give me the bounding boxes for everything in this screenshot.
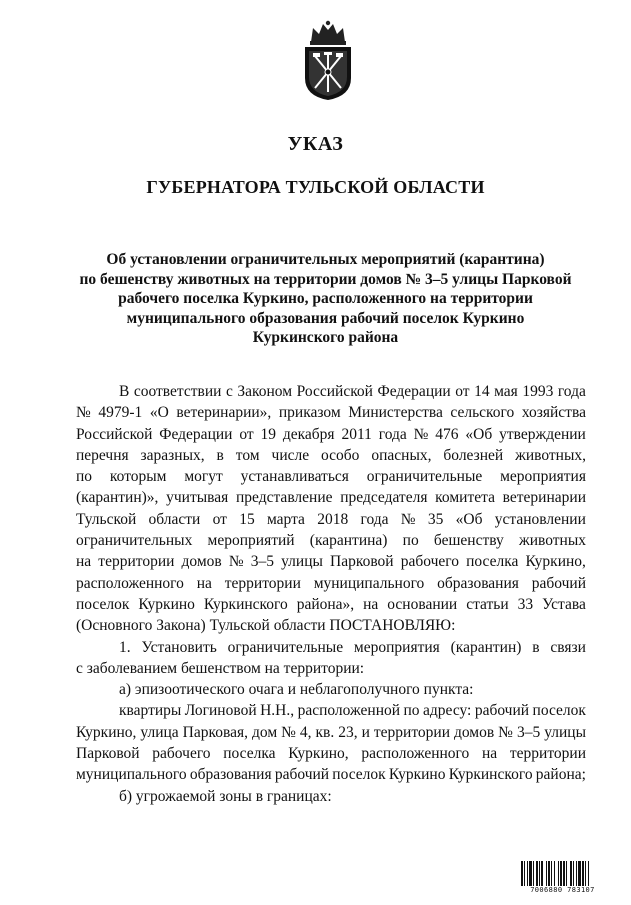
subject-line: муниципального образования рабочий поселок Куркино xyxy=(126,309,525,327)
barcode-number: 7006880 783107 xyxy=(520,886,605,894)
word: от xyxy=(212,510,227,528)
word: 33 xyxy=(517,595,534,613)
word: улица xyxy=(140,723,179,741)
word: Куркино, xyxy=(76,723,137,741)
barcode-bar xyxy=(551,861,552,886)
word: 2018 xyxy=(317,510,349,528)
body-line xyxy=(76,551,586,572)
barcode-bar xyxy=(546,861,547,886)
barcode-bar xyxy=(539,861,540,886)
word: опасных, xyxy=(371,446,432,464)
word: 14 xyxy=(474,383,490,400)
word: «О xyxy=(149,404,169,422)
document-subject xyxy=(70,250,581,348)
word: которым xyxy=(109,468,167,486)
word: статьи xyxy=(466,595,509,613)
word: ветеринарии», xyxy=(176,404,272,422)
document-title: УКАЗ xyxy=(287,133,344,155)
word: поселка xyxy=(466,553,519,571)
body-line xyxy=(76,594,586,615)
word: (карантин) xyxy=(450,638,522,656)
word: квартиры xyxy=(119,702,182,720)
word: поселка xyxy=(223,745,276,763)
barcode-bar xyxy=(570,861,572,886)
word: муниципального xyxy=(76,766,187,784)
body-line xyxy=(76,509,586,530)
word: болезней xyxy=(443,446,504,464)
body-line: б) угрожаемой зоны в границах: xyxy=(119,787,332,805)
word: Куркинского xyxy=(448,766,533,784)
word: Н.Н., xyxy=(260,702,295,720)
word: Российской xyxy=(76,425,153,443)
word: Куркино, xyxy=(525,553,586,571)
body-line xyxy=(76,700,586,721)
word: образования xyxy=(437,574,519,592)
body-line: с заболеванием бешенством на территории: xyxy=(76,659,365,677)
word: «Об xyxy=(455,510,483,528)
word: 4979-1 xyxy=(98,404,143,422)
word: заразных, xyxy=(140,446,205,464)
document-issuer: ГУБЕРНАТОРА ТУЛЬСКОЙ ОБЛАСТИ xyxy=(146,177,485,197)
word: домов xyxy=(453,723,495,741)
barcode-bar xyxy=(563,861,565,886)
body-line xyxy=(76,445,586,466)
word: 3–5 xyxy=(250,553,274,571)
word: ограничительные xyxy=(227,638,344,656)
body-line xyxy=(76,466,586,487)
word: расположенной xyxy=(297,702,401,720)
word: от xyxy=(239,425,254,443)
word: Тульской xyxy=(76,510,137,528)
barcode-bar xyxy=(576,861,577,886)
barcode-bar xyxy=(527,861,528,886)
word: рабочего xyxy=(400,553,459,571)
barcode-bar xyxy=(585,861,586,886)
word: мероприятия xyxy=(353,638,440,656)
barcode-bar xyxy=(541,861,543,886)
word: домов xyxy=(181,553,222,571)
word: животных, xyxy=(515,446,586,464)
word: поселок xyxy=(332,766,386,784)
word: бешенству xyxy=(433,532,504,550)
word: по xyxy=(76,468,93,486)
barcode-bar xyxy=(588,861,589,886)
body-line xyxy=(76,381,586,402)
subject-line: Куркинского района xyxy=(252,329,399,346)
word: перечня xyxy=(76,446,129,464)
word: соответствии xyxy=(133,383,222,400)
word: 1993 xyxy=(522,383,554,400)
word: территории xyxy=(98,553,175,571)
subject-line: рабочего поселка Куркино, расположенного на территории xyxy=(118,290,533,307)
word: «Об xyxy=(465,425,493,443)
barcode-bar xyxy=(529,861,532,886)
word: Министерства xyxy=(348,404,443,422)
word: комитета xyxy=(435,489,495,507)
body-line: а) эпизоотического очага и неблагополучного пункта: xyxy=(119,681,474,699)
body-line xyxy=(76,487,586,508)
word: председателя xyxy=(340,489,428,507)
word: области xyxy=(148,510,201,528)
body-line xyxy=(76,722,586,743)
barcode-bar xyxy=(533,861,534,886)
word: на xyxy=(76,553,92,571)
word: особо xyxy=(321,446,360,464)
word: устанавливаться xyxy=(240,468,349,486)
word: на xyxy=(196,574,212,592)
subject-line: по бешенству животных на территории домов № 3–5 улицы Парковой xyxy=(79,270,572,288)
barcode-bar xyxy=(560,861,562,886)
word: 476 xyxy=(435,425,459,443)
barcode-bar xyxy=(524,861,525,886)
word: улицы xyxy=(281,553,323,571)
word: района; xyxy=(535,766,586,784)
word: 3–5 xyxy=(516,723,541,741)
word: ограничительных xyxy=(76,532,193,550)
body-line xyxy=(76,764,586,785)
word: могут xyxy=(184,468,223,486)
word: территории xyxy=(509,745,586,763)
word: 4, xyxy=(299,723,312,741)
word: по xyxy=(402,532,419,550)
word: установлении xyxy=(494,510,586,528)
body-line: (Основного Закона) Тульской области ПОСТАНОВЛЯЮ: xyxy=(76,617,456,635)
word: образования xyxy=(189,766,272,784)
word: В xyxy=(119,383,130,400)
word: 2011 xyxy=(341,425,372,443)
word: Установить xyxy=(141,638,217,656)
word: Устава xyxy=(542,595,586,613)
barcode-bar xyxy=(521,861,523,886)
word: хозяйства xyxy=(521,404,586,422)
word: расположенного xyxy=(361,745,470,763)
word: животных xyxy=(518,532,586,550)
word: декабря xyxy=(282,425,335,443)
word: на xyxy=(363,595,379,613)
body-line xyxy=(76,402,586,423)
word: года xyxy=(378,425,407,443)
word: Законом xyxy=(237,383,293,400)
word: и xyxy=(361,723,370,741)
word: с xyxy=(225,383,233,400)
word: мероприятия xyxy=(500,468,586,486)
body-line xyxy=(76,530,586,551)
word: представление xyxy=(235,489,333,507)
word: (карантин)», xyxy=(76,489,159,507)
word: поселок xyxy=(532,702,586,720)
barcode-bar xyxy=(582,861,584,886)
word: ветеринарии xyxy=(502,489,586,507)
barcode-bar xyxy=(573,861,574,886)
word: 15 xyxy=(239,510,255,528)
word: Куркино xyxy=(138,595,195,613)
word: рабочего xyxy=(152,745,211,763)
word: основании xyxy=(387,595,458,613)
word: от xyxy=(455,383,470,400)
word: № xyxy=(400,510,416,528)
word: муниципального xyxy=(313,574,425,592)
word: года xyxy=(360,510,389,528)
barcode-bar xyxy=(566,861,567,886)
word: года xyxy=(557,383,586,400)
word: рабочий xyxy=(474,702,530,720)
word: Парковой xyxy=(330,553,394,571)
word: мая xyxy=(494,383,518,400)
word: 35 xyxy=(427,510,444,528)
word: Куркино, xyxy=(288,745,349,763)
word: поселок xyxy=(76,595,130,613)
word: № xyxy=(498,723,513,741)
word: числе xyxy=(271,446,310,464)
word: мероприятий xyxy=(207,532,295,550)
word: района», xyxy=(296,595,355,613)
body-line xyxy=(76,637,586,658)
word: Куркино xyxy=(388,766,446,784)
word: учитывая xyxy=(166,489,229,507)
word: Федерации xyxy=(159,425,233,443)
document-body xyxy=(76,381,586,807)
coat-of-arms-emblem xyxy=(297,20,359,102)
word: 19 xyxy=(260,425,276,443)
word: территории xyxy=(373,723,450,741)
body-line xyxy=(76,424,586,445)
word: № xyxy=(413,425,429,443)
word: Парковой xyxy=(76,745,140,763)
word: территории xyxy=(224,574,301,592)
word: улицы xyxy=(544,723,586,741)
word: приказом xyxy=(278,404,341,422)
word: Федерации xyxy=(377,383,451,400)
word: связи xyxy=(550,638,586,656)
barcode-bar xyxy=(558,861,559,886)
word: Парковая, xyxy=(182,723,248,741)
word: рабочий xyxy=(274,766,330,784)
word: рабочий xyxy=(531,574,586,592)
word: на xyxy=(481,745,498,763)
word: ограничительные xyxy=(366,468,483,486)
barcode-bar xyxy=(554,861,555,886)
body-line xyxy=(76,573,586,594)
word: 1. xyxy=(119,638,131,656)
word: Логиновой xyxy=(184,702,257,720)
word: марта xyxy=(266,510,305,528)
word: утверждении xyxy=(499,425,586,443)
barcode-bar xyxy=(578,861,581,886)
barcode-bar xyxy=(536,861,538,886)
word: № xyxy=(281,723,296,741)
barcode-bar xyxy=(548,861,550,886)
word: 23, xyxy=(338,723,358,741)
word: Куркинского xyxy=(203,595,288,613)
word: том xyxy=(235,446,260,464)
word: сельского xyxy=(450,404,515,422)
word: по xyxy=(403,702,420,720)
subject-line: Об установлении ограничительных мероприятий (карантина) xyxy=(106,251,545,268)
word: в xyxy=(532,638,540,656)
word: (карантина) xyxy=(309,532,388,550)
word: кв. xyxy=(315,723,335,741)
word: в xyxy=(216,446,224,464)
word: расположенного xyxy=(76,574,184,592)
word: адресу: xyxy=(423,702,472,720)
word: № xyxy=(228,553,244,571)
body-line xyxy=(76,743,586,764)
word: дом xyxy=(251,723,278,741)
word: Российской xyxy=(296,383,373,400)
word: № xyxy=(76,404,91,422)
